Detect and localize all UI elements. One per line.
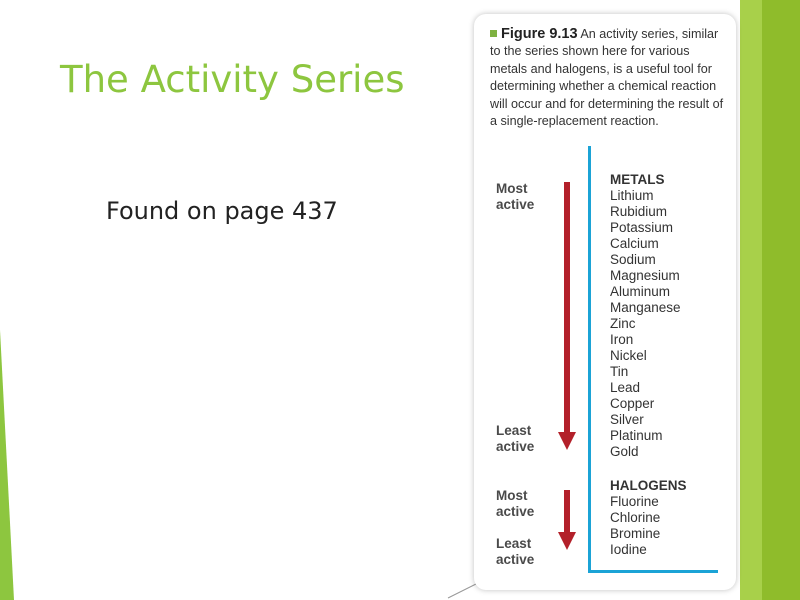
bracket-line-vertical <box>588 146 591 573</box>
figure-caption <box>490 26 730 130</box>
decorative-green-band-dark <box>762 0 800 600</box>
decorative-green-band-light <box>740 0 762 600</box>
metal-item: Iron <box>610 332 634 347</box>
halogen-item: Chlorine <box>610 510 661 525</box>
metal-item: Platinum <box>610 428 663 443</box>
halogen-item: Bromine <box>610 526 661 541</box>
metal-item: Magnesium <box>610 268 680 283</box>
figure-label: Figure 9.13 <box>501 26 578 42</box>
metal-item: Calcium <box>610 236 659 251</box>
slide-body-text: Found on page 437 <box>106 197 338 225</box>
metals-least-active-label: Least active <box>496 423 535 454</box>
metal-item: Sodium <box>610 252 656 267</box>
metal-item: Silver <box>610 412 644 427</box>
metal-item: Zinc <box>610 316 636 331</box>
metal-item: Lithium <box>610 188 654 203</box>
metals-heading: METALS <box>610 172 665 187</box>
metal-item: Potassium <box>610 220 674 235</box>
metal-item: Manganese <box>610 300 681 315</box>
metal-item: Gold <box>610 444 639 459</box>
figure-caption-text: An activity series, similar to the series shown here for various metals and halogens, is a useful tool for determining whether a chemical reaction will occur and for determining the result of a single-replacement reaction. <box>490 27 724 129</box>
bracket-line-horizontal <box>588 570 718 573</box>
metal-item: Aluminum <box>610 284 671 299</box>
decorative-left-edge <box>0 0 40 600</box>
halogens-most-active-label: Most active <box>496 488 535 519</box>
slide-title: The Activity Series <box>60 58 405 101</box>
metal-item: Rubidium <box>610 204 668 219</box>
halogen-item: Fluorine <box>610 494 659 509</box>
metal-item: Lead <box>610 380 641 395</box>
metals-activity-arrow-icon <box>557 182 577 450</box>
metals-most-active-label: Most active <box>496 181 535 212</box>
halogen-item: Iodine <box>610 542 647 557</box>
metal-item: Tin <box>610 364 629 379</box>
caption-bullet-icon <box>490 30 497 37</box>
halogens-least-active-label: Least active <box>496 536 535 567</box>
activity-series-figure <box>474 14 736 590</box>
metal-item: Copper <box>610 396 655 411</box>
halogens-activity-arrow-icon <box>557 490 577 550</box>
halogens-heading: HALOGENS <box>610 478 687 493</box>
metal-item: Nickel <box>610 348 647 363</box>
